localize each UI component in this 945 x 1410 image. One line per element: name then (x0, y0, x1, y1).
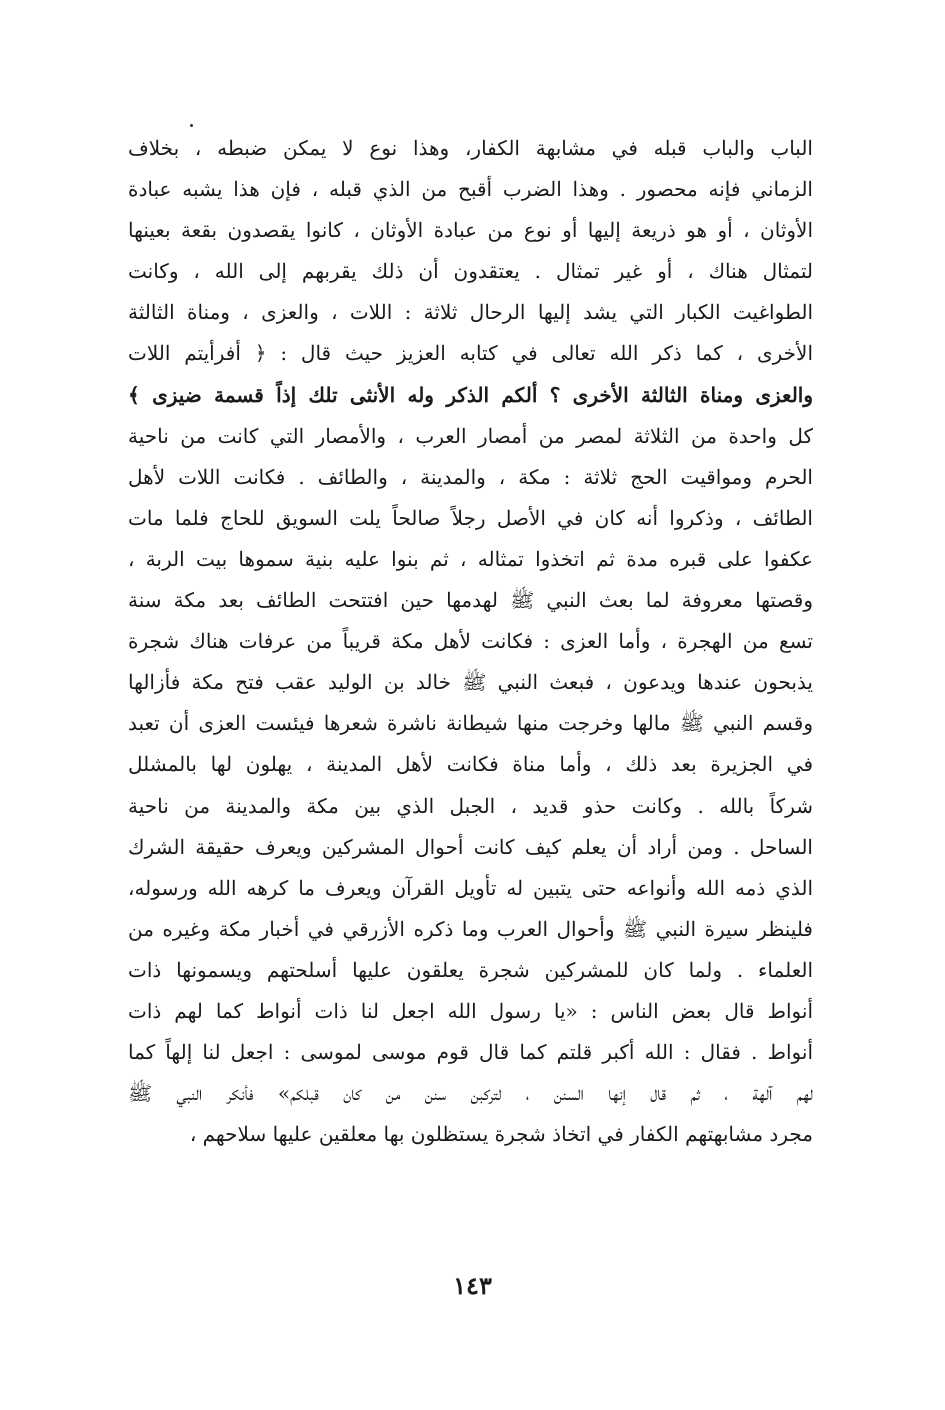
page-number: ١٤٣ (453, 1271, 492, 1300)
text-line-20: فلينظر سيرة النبي ﷺ وأحوال العرب وما ذكره الأزرقي في أخبار مكة وغيره من (128, 916, 813, 941)
text-line-11: عكفوا على قبره مدة ثم اتخذوا تمثاله ، ثم بنوا عليه بنية سموها بيت الربة ، (128, 546, 813, 571)
text-line-5: الطواغيت الكبار التي يشد إليها الرحال ثلاثة : اللات ، والعزى ، ومناة الثالثة (128, 300, 813, 325)
text-line-3: الأوثان ، أو هو ذريعة إليها أو نوع من عبادة الأوثان ، كانوا يقصدون بقعة بعينها (128, 218, 813, 243)
text-line-14: يذبحون عندها ويدعون ، فبعث النبي ﷺ خالد بن الوليد عقب فتح مكة فأزالها (128, 670, 813, 695)
text-line-24: لهم آلهة ، ثم قال إنها السنن ، لتركبن سنن من كان قبلكم» فأنكر النبي ﷺ (128, 1081, 813, 1106)
text-line-23: أنواط . فقال : الله أكبر قلتم كما قال قوم موسى لموسى : اجعل لنا إلهاً كما (128, 1040, 813, 1065)
text-line-9: الحرم ومواقيت الحج ثلاثة : مكة ، والمدينة ، والطائف . فكانت اللات لأهل (128, 464, 813, 489)
text-line-18: الساحل . ومن أراد أن يعلم كيف كانت أحوال المشركين ويعرف حقيقة الشرك (128, 834, 813, 859)
text-line-21: العلماء . ولما كان للمشركين شجرة يعلقون عليها أسلحتهم ويسمونها ذات (128, 957, 813, 982)
text-line-19: الذي ذمه الله وأنواعه حتى يتبين له تأويل القرآن ويعرف ما كرهه الله ورسوله، (128, 875, 813, 900)
text-line-4: لتمثال هناك ، أو غير تمثال . يعتقدون أن ذلك يقربهم إلى الله ، وكانت (128, 259, 813, 284)
text-line-16: في الجزيرة بعد ذلك ، وأما مناة فكانت لأهل المدينة ، يهلون لها بالمشلل (128, 752, 813, 777)
ink-speck (190, 124, 193, 127)
text-line-15: وقسم النبي ﷺ مالها وخرجت منها شيطانة ناشرة شعرها فيئست العزى أن تعبد (128, 711, 813, 736)
text-line-2: الزماني فإنه محصور . وهذا الضرب أقبح من الذي قبله ، فإن هذا يشبه عبادة (128, 177, 813, 202)
text-line-13: تسع من الهجرة ، وأما العزى : فكانت لأهل مكة قريباً من عرفات هناك شجرة (128, 629, 813, 654)
text-line-6: الأخرى ، كما ذكر الله تعالى في كتابه العزيز حيث قال : ﴿ أفرأيتم اللات (128, 341, 813, 366)
text-line-1: الباب والباب قبله في مشابهة الكفار، وهذا نوع لا يمكن ضبطه ، بخلاف (128, 136, 813, 160)
text-line-25: مجرد مشابهتهم الكفار في اتخاذ شجرة يستظلون بها معلقين عليها سلاحهم ، (189, 1122, 813, 1147)
text-line-22: أنواط قال بعض الناس : «يا رسول الله اجعل لنا ذات أنواط كما لهم ذات (128, 998, 813, 1023)
quran-verse-line: والعزى ومناة الثالثة الأخرى ؟ ألكم الذكر وله الأنثى تلك إذاً قسمة ضيزى ﴾ (128, 382, 813, 407)
body-text (128, 128, 813, 1155)
text-line-17: شركاً بالله . وكانت حذو قديد ، الجبل الذي بين مكة والمدينة من ناحية (128, 793, 813, 818)
text-line-12: وقصتها معروفة لما بعث النبي ﷺ لهدمها حين افتتحت الطائف بعد مكة سنة (128, 588, 813, 613)
text-line-8: كل واحدة من الثلاثة لمصر من أمصار العرب ، والأمصار التي كانت من ناحية (128, 423, 813, 448)
text-line-10: الطائف ، وذكروا أنه كان في الأصل رجلاً صالحاً يلت السويق للحاج فلما مات (128, 505, 813, 530)
